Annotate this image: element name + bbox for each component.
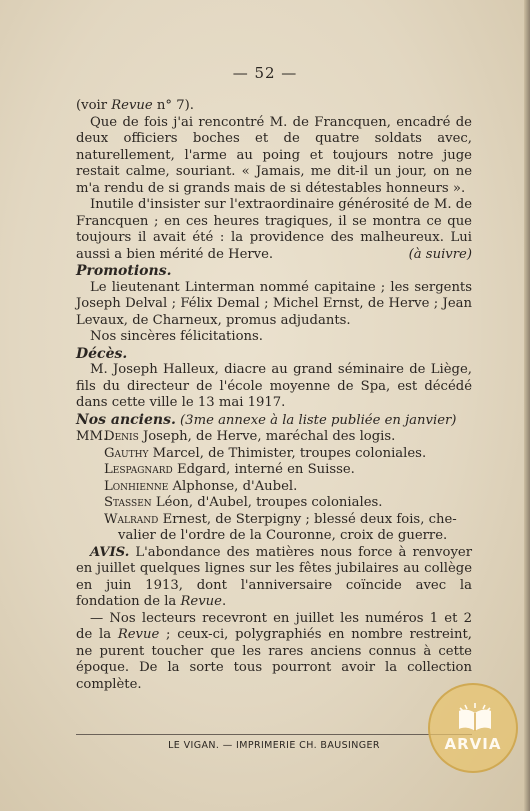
ancien-entry	[76, 479, 472, 496]
text-run: ; ceux-ci, polygraphiés en nombre restreint, ne purent toucher que les rares anciens connus à cette époque. De la sorte tous pourront avoir la collection complète.	[76, 627, 472, 692]
text-run: (voir	[76, 98, 112, 113]
deces-text: M. Joseph Halleux, diacre au grand séminaire de Liège, fils du directeur de l'école moyenne de Spa, est décédé dans cette ville le 13 mai 1917.	[76, 362, 472, 410]
printer-footer: LE VIGAN. — IMPRIMERIE CH. BAUSINGER	[168, 740, 380, 751]
ancien-surname: Denis	[104, 429, 139, 444]
intro-line	[76, 98, 472, 115]
watermark-text: ARVIA	[444, 735, 502, 753]
italic-text-run: Revue	[111, 98, 153, 113]
article-body	[76, 98, 472, 693]
promotions-closing: Nos sincères félicitations.	[90, 329, 263, 344]
ancien-entry	[76, 446, 472, 463]
lecteurs-paragraph	[76, 611, 472, 694]
page-number: — 52 —	[232, 64, 298, 82]
promotions-text: Le lieutenant Linterman nommé capitaine ; les sergents Joseph Delval ; Félix Demal ; Michel Ernst, de Herve ; Jean Levaux, de Charneux, promus adjudants.	[76, 279, 472, 328]
ancien-details-continued: valier de l'ordre de la Couronne, croix de guerre.	[118, 528, 448, 543]
text-run: L'abondance des matières nous force à renvoyer en juillet quelques lignes sur les fêtes jubilaires au collège en juin 1913, dont l'anniversaire coïncide avec la fondation de la	[76, 544, 472, 609]
a-suivre-note: (à suivre)	[408, 246, 472, 262]
section-heading-anciens: Nos anciens.	[76, 411, 176, 428]
ancien-entry	[76, 495, 472, 512]
italic-text-run: Revue	[117, 627, 160, 642]
text-run: .	[221, 594, 227, 609]
ancien-details: Alphonse, d'Aubel.	[168, 478, 298, 494]
ancien-details: Edgard, interné en Suisse.	[172, 462, 355, 477]
anciens-heading-line	[76, 412, 472, 430]
ancien-entry	[76, 512, 472, 545]
section-heading-promotions: Promotions.	[76, 263, 172, 279]
italic-text-run: Revue	[180, 594, 222, 609]
ancien-details: Léon, d'Aubel, troupes coloniales.	[151, 495, 383, 510]
ancien-surname: Walrand	[104, 511, 159, 527]
footer-rule	[76, 734, 472, 735]
watermark-logo	[428, 683, 518, 773]
avis-paragraph	[76, 545, 472, 611]
section-heading-deces: Décès.	[76, 345, 128, 362]
ancien-surname: Gauthy	[104, 445, 149, 461]
paragraph-francquen-2-text: Inutile d'insister sur l'extraordinaire générosité de M. de Francquen ; en ces heures tragiques, il se montra ce que toujours il avait été : la providence des malheureux. Lui aussi a bien mérité de Herve.	[76, 197, 472, 262]
avis-text	[76, 545, 472, 610]
paragraph-francquen-1: Que de fois j'ai rencontré M. de Francquen, encadré de deux officiers boches et de quatre soldats avec, naturellement, l'arme au poing et toujours notre juge restait calme, souriant. « Jamais, me dit-il un jour, on ne m'a rendu de si grands mais de si détestables honneurs ».	[76, 114, 472, 196]
ancien-details: Ernest, de Sterpigny ; blessé deux fois, che-	[158, 511, 457, 527]
anciens-prefix: MM.	[76, 429, 108, 444]
avis-label: AVIS.	[90, 544, 130, 560]
ancien-details: Marcel, de Thimister, troupes coloniales.	[148, 445, 427, 461]
page-edge-shadow	[524, 0, 530, 811]
ancien-surname: Stassen	[104, 495, 152, 510]
anciens-subheading: (3me annexe à la liste publiée en janvier)	[180, 412, 457, 428]
ancien-surname: Lonhienne	[104, 478, 169, 494]
text-run: n° 7).	[152, 98, 194, 113]
open-book-icon	[457, 703, 493, 733]
anciens-list	[76, 429, 472, 545]
paragraph-francquen-2	[76, 197, 472, 263]
ancien-surname: Lespagnard	[104, 462, 173, 477]
ancien-entry	[76, 462, 472, 479]
ancien-details: Joseph, de Herve, maréchal des logis.	[138, 429, 396, 444]
text-run: — Nos lecteurs recevront en juillet les numéros 1 et 2 de la	[76, 610, 472, 642]
ancien-entry	[76, 429, 472, 446]
